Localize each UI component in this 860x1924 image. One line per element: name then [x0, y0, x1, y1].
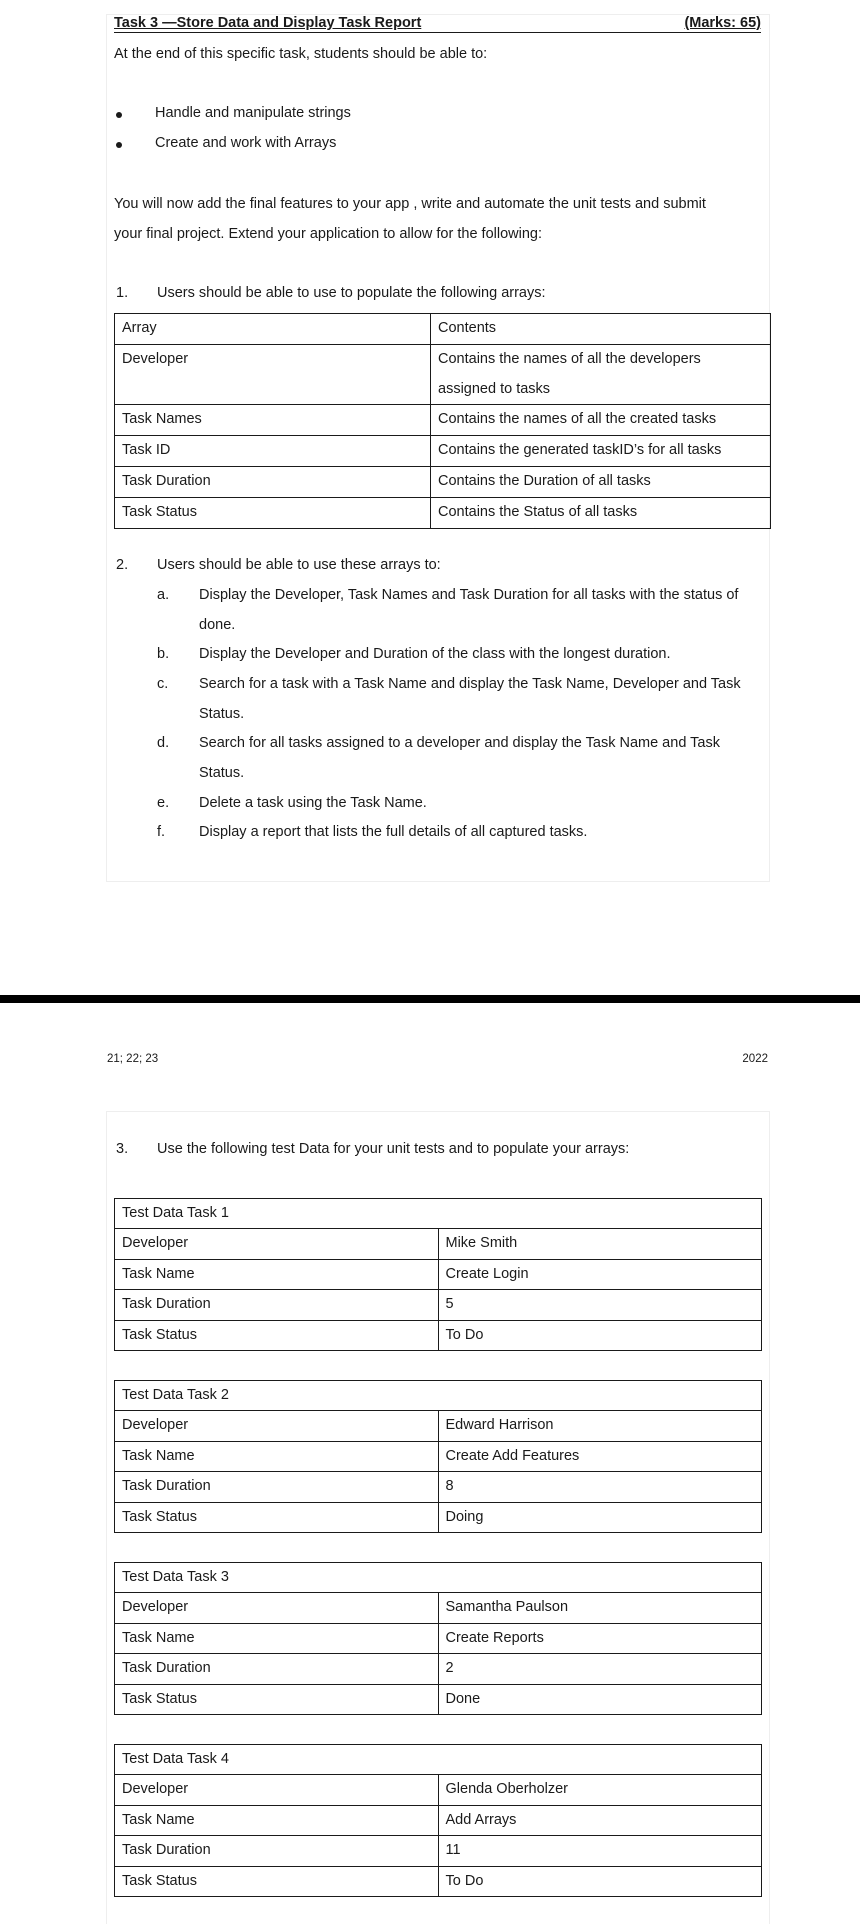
table-value-cell: Add Arrays [438, 1805, 762, 1835]
table-row [115, 1866, 762, 1896]
table-row [115, 1805, 762, 1835]
cell-line: assigned to tasks [438, 380, 551, 397]
table-title-cell: Test Data Task 1 [115, 1199, 762, 1229]
table-row [115, 1441, 762, 1471]
subitem-text: Status. [199, 765, 245, 781]
subitem-text: Display the Developer, Task Names and Task Duration for all tasks with the status of [199, 587, 739, 603]
table-row [115, 497, 771, 528]
subitem-text: done. [199, 617, 236, 633]
table-key-cell: Task Name [115, 1805, 439, 1835]
table-key-cell: Task Status [115, 1502, 439, 1532]
item-number: 1. [116, 285, 129, 301]
table-key-cell: Task Duration [115, 1654, 439, 1684]
test-data-table [114, 1380, 762, 1533]
table-value-cell: Create Login [438, 1259, 762, 1289]
table-row [115, 1623, 762, 1653]
subitem-letter: c. [157, 676, 169, 692]
outcome-item: Create and work with Arrays [155, 135, 337, 151]
table-row [115, 405, 771, 436]
table-row [115, 1654, 762, 1684]
table-row [115, 1775, 762, 1805]
table-value-cell: Mike Smith [438, 1229, 762, 1259]
table-row [115, 1320, 762, 1350]
table-cell: Task Duration [115, 466, 431, 497]
table-key-cell: Developer [115, 1411, 439, 1441]
table-value-cell: 5 [438, 1290, 762, 1320]
table-cell: Task Names [115, 405, 431, 436]
item-number: 2. [116, 557, 129, 573]
bullet-icon [116, 142, 122, 148]
table-value-cell: 8 [438, 1472, 762, 1502]
subitem-letter: b. [157, 646, 170, 662]
item-number: 3. [116, 1141, 129, 1157]
task-title: Task 3 —Store Data and Display Task Report [114, 15, 422, 31]
table-cell: Developer [115, 344, 431, 405]
table-cell [431, 344, 771, 405]
table-title-row [115, 1199, 762, 1229]
table-row [115, 436, 771, 467]
table-value-cell: Done [438, 1684, 762, 1714]
table-cell: Task ID [115, 436, 431, 467]
item-text: Users should be able to use these arrays to: [157, 557, 441, 573]
table-title-cell: Test Data Task 2 [115, 1381, 762, 1411]
table-row [115, 1229, 762, 1259]
table-key-cell: Developer [115, 1593, 439, 1623]
subitem-letter: a. [157, 587, 170, 603]
table-value-cell: 2 [438, 1654, 762, 1684]
test-data-table [114, 1744, 762, 1897]
table-title-cell: Test Data Task 4 [115, 1745, 762, 1775]
table-cell: Task Status [115, 497, 431, 528]
subitem-text: Status. [199, 706, 245, 722]
table-cell: Contains the Status of all tasks [431, 497, 771, 528]
paragraph-line: your final project. Extend your application to allow for the following: [114, 226, 542, 242]
table-key-cell: Task Duration [115, 1836, 439, 1866]
table-key-cell: Task Duration [115, 1472, 439, 1502]
table-row [115, 1290, 762, 1320]
subitem-text: Display a report that lists the full details of all captured tasks. [199, 824, 588, 840]
table-key-cell: Task Status [115, 1320, 439, 1350]
table-row [115, 466, 771, 497]
table-key-cell: Developer [115, 1229, 439, 1259]
table-title-row [115, 1563, 762, 1593]
table-key-cell: Task Name [115, 1623, 439, 1653]
table-value-cell: 11 [438, 1836, 762, 1866]
table-row [115, 1593, 762, 1623]
table-header-cell: Contents [431, 314, 771, 345]
task-heading-row [114, 15, 761, 33]
table-row [115, 1684, 762, 1714]
table-cell: Contains the Duration of all tasks [431, 466, 771, 497]
table-key-cell: Task Name [115, 1441, 439, 1471]
table-row [115, 344, 771, 405]
subitem-letter: d. [157, 735, 170, 751]
table-key-cell: Task Status [115, 1684, 439, 1714]
paragraph-line: You will now add the final features to your app , write and automate the unit tests and submit [114, 196, 706, 212]
table-cell: Contains the generated taskID’s for all tasks [431, 436, 771, 467]
table-value-cell: To Do [438, 1320, 762, 1350]
subitem-text: Search for a task with a Task Name and display the Task Name, Developer and Task [199, 676, 741, 692]
table-row [115, 1259, 762, 1289]
test-data-table [114, 1562, 762, 1715]
table-row [115, 1836, 762, 1866]
table-header-row [115, 314, 771, 345]
test-data-table [114, 1198, 762, 1351]
cell-line: Contains the names of all the developers [438, 350, 701, 367]
table-title-row [115, 1381, 762, 1411]
table-title-row [115, 1745, 762, 1775]
table-header-cell: Array [115, 314, 431, 345]
page-header-left: 21; 22; 23 [107, 1053, 159, 1065]
table-value-cell: Doing [438, 1502, 762, 1532]
table-value-cell: Glenda Oberholzer [438, 1775, 762, 1805]
table-value-cell: To Do [438, 1866, 762, 1896]
item-text: Use the following test Data for your unit tests and to populate your arrays: [157, 1141, 630, 1157]
table-row [115, 1411, 762, 1441]
page-header-right: 2022 [742, 1053, 768, 1065]
table-key-cell: Developer [115, 1775, 439, 1805]
table-value-cell: Create Add Features [438, 1441, 762, 1471]
table-value-cell: Samantha Paulson [438, 1593, 762, 1623]
table-value-cell: Edward Harrison [438, 1411, 762, 1441]
intro-text: At the end of this specific task, students should be able to: [114, 46, 488, 62]
subitem-text: Delete a task using the Task Name. [199, 795, 427, 811]
table-value-cell: Create Reports [438, 1623, 762, 1653]
task-marks: (Marks: 65) [684, 15, 761, 31]
table-key-cell: Task Name [115, 1259, 439, 1289]
subitem-text: Search for all tasks assigned to a developer and display the Task Name and Task [199, 735, 720, 751]
table-key-cell: Task Status [115, 1866, 439, 1896]
page-separator [0, 995, 860, 1003]
subitem-text: Display the Developer and Duration of the class with the longest duration. [199, 646, 671, 662]
table-title-cell: Test Data Task 3 [115, 1563, 762, 1593]
table-cell: Contains the names of all the created tasks [431, 405, 771, 436]
outcome-item: Handle and manipulate strings [155, 105, 351, 121]
table-key-cell: Task Duration [115, 1290, 439, 1320]
arrays-table [114, 313, 771, 529]
subitem-letter: f. [157, 824, 166, 840]
table-row [115, 1502, 762, 1532]
item-text: Users should be able to use to populate the following arrays: [157, 285, 546, 301]
bullet-icon [116, 112, 122, 118]
subitem-letter: e. [157, 795, 170, 811]
table-row [115, 1472, 762, 1502]
